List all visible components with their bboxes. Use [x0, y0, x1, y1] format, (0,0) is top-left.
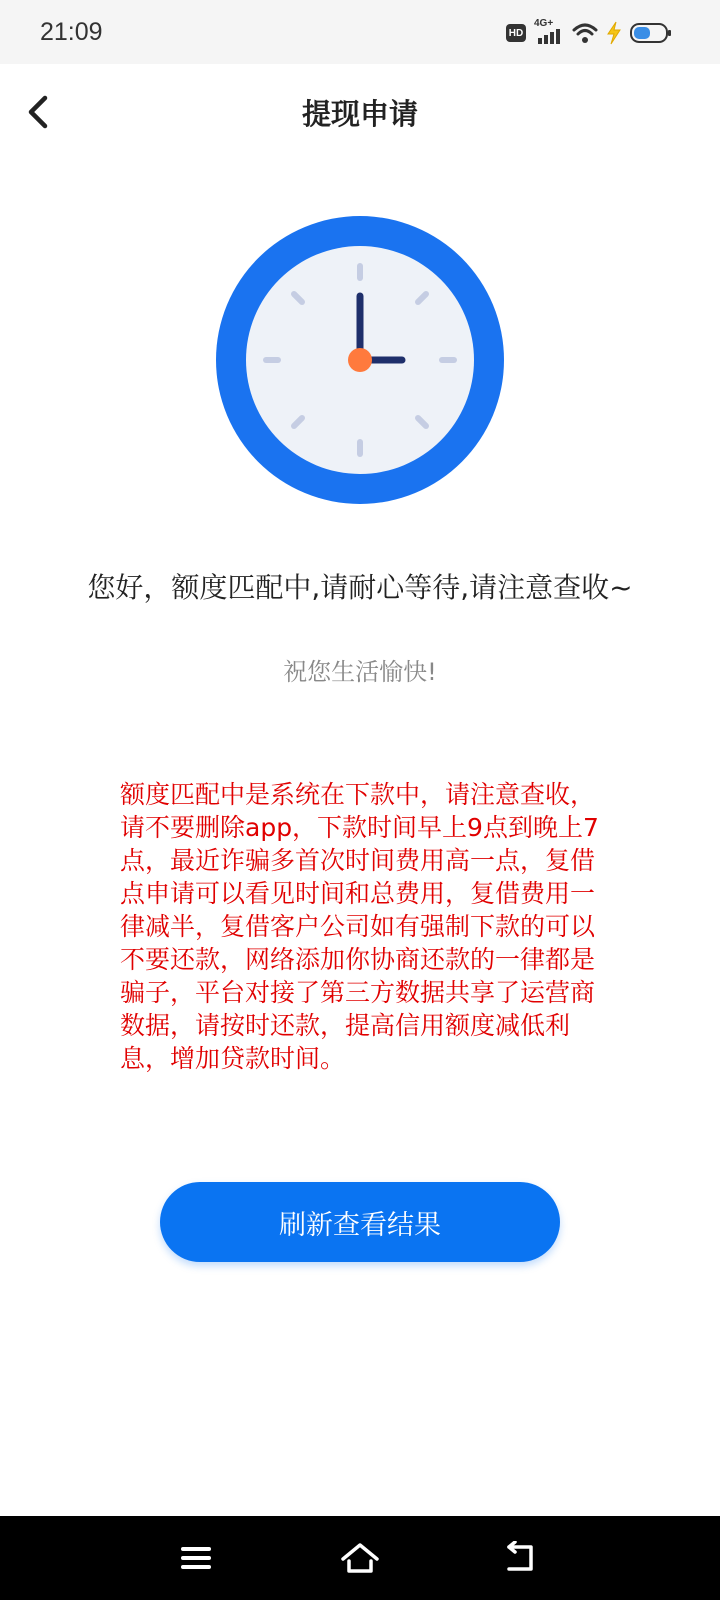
clock-illustration: [216, 216, 504, 504]
status-bar: [0, 0, 720, 64]
system-back-button[interactable]: [496, 1534, 544, 1582]
header: [0, 64, 720, 160]
charging-icon: [606, 21, 622, 45]
back-icon: [503, 1541, 537, 1575]
battery-icon: [630, 22, 672, 44]
notice-text: 额度匹配中是系统在下款中，请注意查收，请不要删除app，下款时间早上9点到晚上7点，最近诈骗多首次时间费用高一点，复借点申请可以看见时间和总费用，复借费用一律减半，复借客户公司如有强制下款的可以不要还款，网络添加你协商还款的一律都是骗子，平台对接了第三方数据共享了运营商数据，请按时还款，提高信用额度减低利息，增加贷款时间。: [120, 780, 599, 1073]
wifi-icon: [572, 21, 598, 45]
menu-icon: [179, 1543, 213, 1573]
clock-icon: [216, 216, 504, 504]
page-title: 提现申请: [301, 97, 418, 131]
sub-message: 祝您生活愉快!: [283, 658, 437, 686]
navigation-bar: [0, 1516, 720, 1600]
signal-icon: [534, 18, 564, 45]
status-icons: [506, 20, 672, 46]
home-icon: [340, 1541, 380, 1575]
home-button[interactable]: [336, 1534, 384, 1582]
network-type-label: 4G+: [534, 18, 554, 29]
refresh-result-button[interactable]: 刷新查看结果: [160, 1182, 560, 1262]
status-time: 21:09: [40, 18, 103, 46]
hd-icon: HD: [506, 24, 526, 42]
menu-button[interactable]: [172, 1534, 220, 1582]
main-message: 您好，额度匹配中,请耐心等待,请注意查收~: [87, 571, 633, 604]
